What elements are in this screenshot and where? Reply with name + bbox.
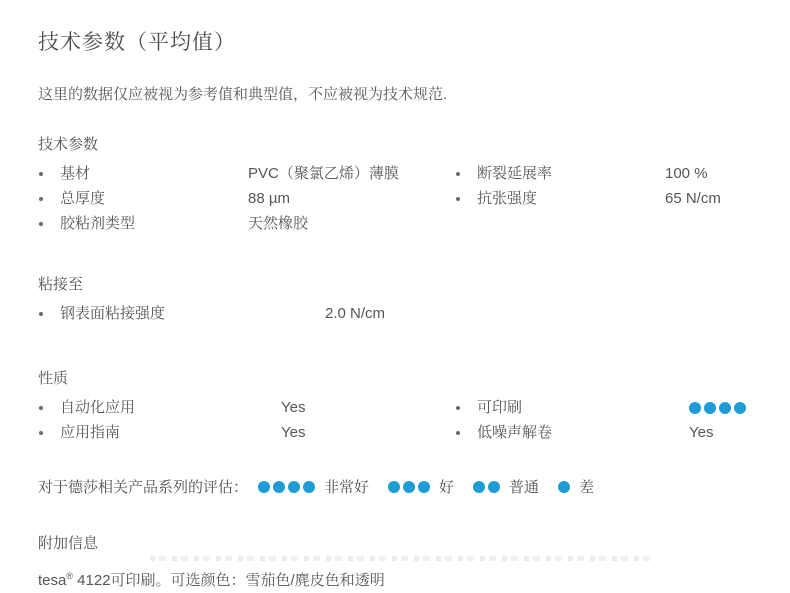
param-row (455, 395, 752, 420)
rating-dot-icon (719, 402, 731, 414)
rating-dot-icon (403, 481, 415, 493)
param-value: 100 % (665, 165, 708, 182)
registered-trademark-symbol: ® (66, 571, 73, 581)
param-value: Yes (281, 424, 306, 441)
rating-dots (258, 474, 315, 499)
section-heading-additional: 附加信息 (38, 535, 99, 552)
bullet-icon (38, 211, 60, 236)
param-label: 总厚度 (60, 190, 106, 207)
legend-item-label: 普通 (509, 479, 540, 496)
section-technical (38, 133, 752, 236)
technical-columns (38, 161, 752, 236)
rating-dot-icon (273, 481, 285, 493)
rating-dot-icon (418, 481, 430, 493)
rating-dots (689, 395, 746, 420)
properties-columns (38, 395, 752, 445)
section-heading-adhesion: 粘接至 (38, 276, 84, 293)
param-value: 2.0 N/cm (325, 305, 386, 322)
brand-name: tesa (38, 572, 67, 589)
param-label: 低噪声解卷 (477, 424, 553, 441)
rating-dot-icon (473, 481, 485, 493)
rating-dots (473, 474, 500, 499)
section-adhesion (38, 273, 752, 326)
bullet-icon (455, 395, 477, 420)
param-label: 胶粘剂类型 (60, 215, 136, 232)
additional-info-body: 4122可印刷。可选颜色：雪茄色/麂皮色和透明 (73, 572, 385, 589)
rating-dot-icon (388, 481, 400, 493)
rating-dot-icon (558, 481, 570, 493)
bullet-icon (38, 161, 60, 186)
rating-dot-icon (734, 402, 746, 414)
section-heading-properties: 性质 (38, 370, 69, 387)
param-label: 自动化应用 (60, 399, 136, 416)
additional-info-text (38, 568, 752, 593)
bullet-icon (38, 420, 60, 445)
technical-left-column (38, 161, 455, 236)
legend-item-medium (473, 474, 539, 499)
param-label: 基材 (60, 165, 91, 182)
rating-dots (558, 474, 570, 499)
rating-dots (388, 474, 430, 499)
param-row (455, 161, 752, 186)
bullet-icon (455, 420, 477, 445)
rating-dot-icon (704, 402, 716, 414)
disclaimer-text: 这里的数据仅应被视为参考值和典型值，不应被视为技术规范. (38, 86, 448, 103)
param-row (38, 161, 455, 186)
rating-dot-icon (288, 481, 300, 493)
legend-item-very-good (258, 474, 369, 499)
rating-legend (38, 474, 752, 499)
section-heading-technical: 技术参数 (38, 136, 99, 153)
legend-item-label: 好 (439, 479, 455, 496)
section-properties (38, 367, 752, 445)
param-value: Yes (281, 399, 306, 416)
rating-dot-icon (488, 481, 500, 493)
param-label: 应用指南 (60, 424, 121, 441)
rating-legend-label: 对于德莎相关产品系列的评估： (38, 479, 249, 496)
rating-dot-icon (689, 402, 701, 414)
param-label: 钢表面粘接强度 (60, 305, 166, 322)
bullet-icon (38, 301, 60, 326)
bullet-icon (38, 395, 60, 420)
section-additional-info (38, 532, 752, 593)
param-row (38, 395, 455, 420)
properties-right-column (455, 395, 752, 445)
param-label: 可印刷 (477, 399, 523, 416)
param-value: Yes (689, 424, 714, 441)
param-value: 65 N/cm (665, 190, 721, 207)
bullet-icon (455, 161, 477, 186)
param-row (38, 186, 455, 211)
bullet-icon (455, 186, 477, 211)
legend-item-label: 差 (579, 479, 595, 496)
rating-dot-icon (303, 481, 315, 493)
page-title: 技术参数（平均值） (38, 31, 236, 54)
bullet-icon (38, 186, 60, 211)
clipped-text-remnant (150, 556, 655, 561)
param-row (38, 301, 752, 326)
technical-right-column (455, 161, 752, 236)
param-value: 88 µm (248, 190, 290, 207)
legend-item-good (388, 474, 454, 499)
legend-item-label: 非常好 (324, 479, 370, 496)
param-label: 断裂延展率 (477, 165, 553, 182)
param-value: 天然橡胶 (248, 215, 309, 232)
param-row (455, 420, 752, 445)
properties-left-column (38, 395, 455, 445)
param-row (38, 211, 455, 236)
legend-item-poor (558, 474, 594, 499)
param-value: PVC（聚氯乙烯）薄膜 (248, 165, 399, 182)
param-row (38, 420, 455, 445)
param-row (455, 186, 752, 211)
param-label: 抗张强度 (477, 190, 538, 207)
rating-dot-icon (258, 481, 270, 493)
